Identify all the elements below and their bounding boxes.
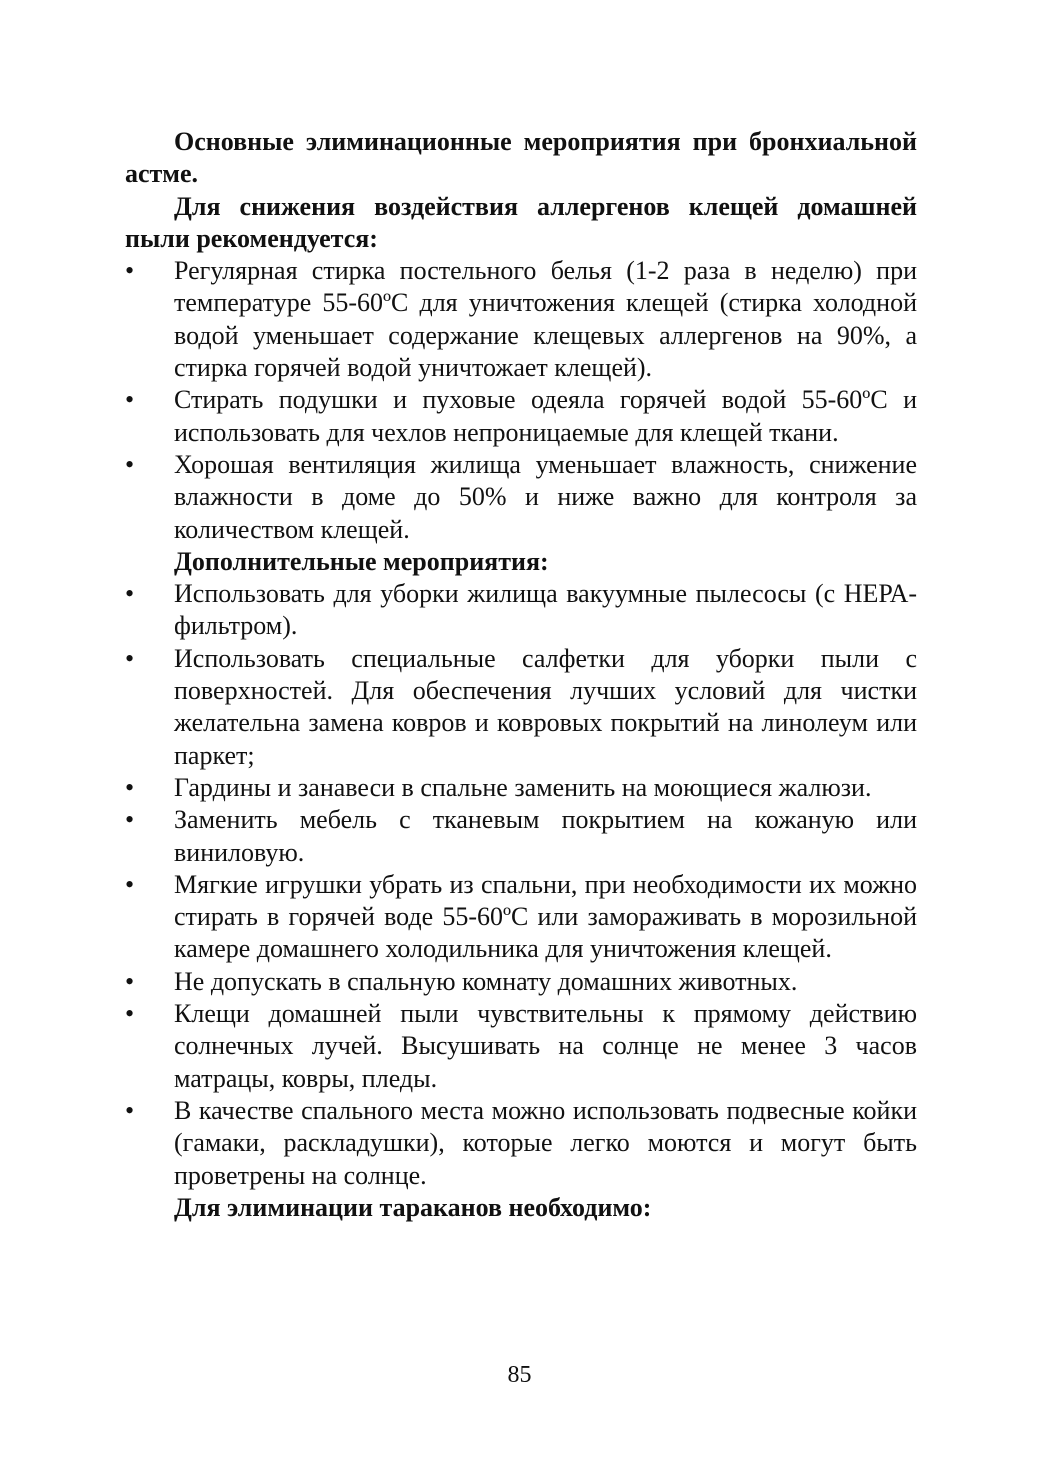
list-item [125, 966, 917, 998]
section-title: Основные элиминационные мероприятия при бронхиальной астме. [125, 127, 917, 189]
bullet-icon: • [125, 869, 135, 899]
bullet-icon: • [125, 805, 135, 835]
list-item-text: В качестве спального места можно использовать подвесные койки (гамаки, раскладушки), которые легко моются и могут быть проветрены на солнце. [174, 1095, 917, 1190]
list-item [125, 804, 917, 869]
bullet-icon: • [125, 579, 135, 609]
list-item-text: Мягкие игрушки убрать из спальни, при необходимости их можно стирать в горячей воде 55-60ºС или замораживать в морозильной камере домашнего холодильника для уничтожения клещей. [174, 869, 917, 964]
bullet-icon: • [125, 966, 135, 996]
page-content [125, 126, 917, 1224]
list-item [125, 449, 917, 546]
list-item-text: Хорошая вентиляция жилища уменьшает влажность, снижение влажности в доме до 50% и ниже важно для контроля за количеством клещей. [174, 449, 917, 544]
mites-list [125, 255, 917, 546]
list-item-text: Использовать для уборки жилища вакуумные пылесосы (с НЕРА-фильтром). [174, 579, 917, 641]
list-item [125, 255, 917, 384]
bullet-icon: • [125, 1095, 135, 1125]
bullet-icon: • [125, 385, 135, 415]
bullet-icon: • [125, 256, 135, 286]
additional-list [125, 578, 917, 1192]
bullet-icon: • [125, 643, 135, 673]
page-number: 85 [507, 1362, 532, 1388]
list-item [125, 643, 917, 772]
list-item-text: Клещи домашней пыли чувствительны к прямому действию солнечных лучей. Высушивать на солнце не менее 3 часов матрацы, ковры, пледы. [174, 999, 917, 1093]
additional-heading: Дополнительные мероприятия: [174, 546, 549, 576]
list-item [125, 1095, 917, 1192]
list-item-text: Регулярная стирка постельного белья (1-2 раза в неделю) при температуре 55-60ºС для уничтожения клещей (стирка холодной водой уменьшает содержание клещевых аллергенов на 90%, а стирка горячей водой уничтожает клещей). [174, 256, 917, 383]
list-item [125, 869, 917, 966]
list-item-text: Стирать подушки и пуховые одеяла горячей водой 55-60ºС и использовать для чехлов непроницаемые для клещей ткани. [174, 385, 917, 447]
list-item [125, 772, 917, 804]
mites-heading: Для снижения воздействия аллергенов клещей домашней пыли рекомендуется: [125, 191, 917, 253]
list-item [125, 384, 917, 449]
cockroach-heading: Для элиминации тараканов необходимо: [174, 1192, 652, 1222]
bullet-icon: • [125, 999, 135, 1029]
list-item-text: Заменить мебель с тканевым покрытием на кожаную или виниловую. [174, 805, 917, 867]
list-item-text: Не допускать в спальную комнату домашних животных. [174, 966, 798, 996]
list-item [125, 578, 917, 643]
bullet-icon: • [125, 449, 135, 479]
list-item [125, 998, 917, 1095]
list-item-text: Гардины и занавеси в спальне заменить на моющиеся жалюзи. [174, 772, 872, 802]
bullet-icon: • [125, 772, 135, 802]
list-item-text: Использовать специальные салфетки для уборки пыли с поверхностей. Для обеспечения лучших условий для чистки желательна замена ковров и ковровых покрытий на линолеум или паркет; [174, 643, 917, 770]
